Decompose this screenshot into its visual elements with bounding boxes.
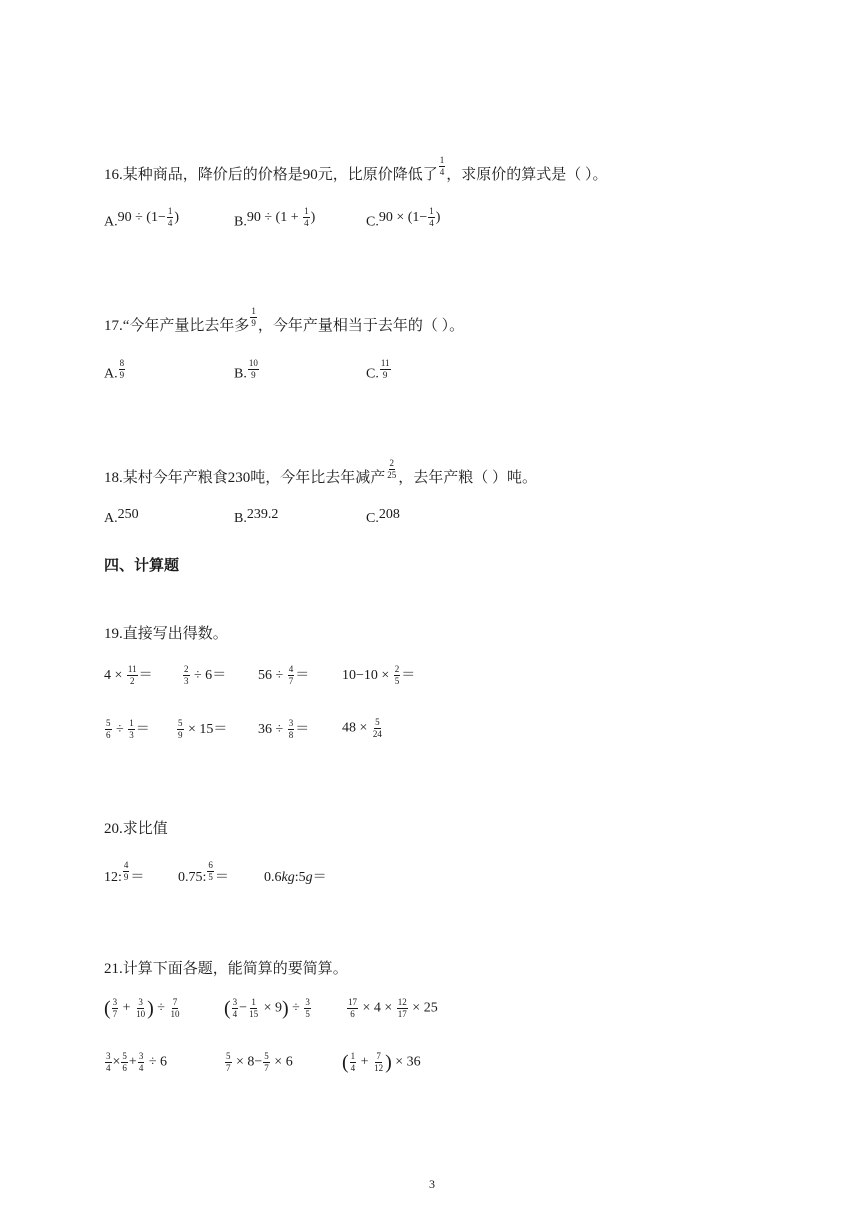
- fraction: $\frac{2}{25}$: [387, 458, 397, 481]
- expression: $\frac{17}{6}$ × 4 × $\frac{12}{17}$ × 25: [348, 997, 438, 1019]
- q17-option-c: C. $\frac{11}{9}$: [366, 358, 390, 382]
- ratio-expression: 0.6kg:5g＝: [264, 870, 327, 885]
- q16-option-c: C.90 × (1− $\frac{1}{4}$ ): [366, 206, 441, 230]
- expression: 10−10 × $\frac{2}{5}$ ＝: [342, 664, 416, 687]
- q17-option-a: A. $\frac{8}{9}$: [104, 358, 125, 382]
- expression: $\frac{5}{9}$ × 15＝: [178, 718, 228, 741]
- expression: ( $\frac{1}{4}$ + $\frac{7}{12}$ ) × 36: [342, 1051, 421, 1074]
- question-19: 19.直接写出得数。: [104, 626, 228, 642]
- q18-option-c: C.208: [366, 507, 400, 526]
- expression: $\frac{2}{3}$ ÷ 6＝: [184, 664, 227, 687]
- expression: $\frac{5}{6}$ ÷ $\frac{1}{3}$ ＝: [106, 718, 150, 741]
- q16-option-a: A.90 ÷ (1− $\frac{1}{4}$ ): [104, 206, 180, 230]
- q16-option-b: B.90 ÷ (1 + $\frac{1}{4}$ ): [234, 206, 316, 230]
- question-16: 16.某种商品，降价后的价格是90元，比原价降低了 $\frac{1}{4}$ ，求原价的算式是（ ）。: [104, 155, 608, 183]
- q17-option-b: B. $\frac{10}{9}$: [234, 358, 258, 382]
- expression: ( $\frac{3}{4}$ − $\frac{1}{15}$ × 9) ÷ $\frac{3}{5}$: [224, 997, 310, 1020]
- ratio-expression: 12: $\frac{4}{9}$ ＝: [104, 860, 145, 885]
- fraction: $\frac{1}{9}$: [251, 306, 256, 329]
- ratio-expression: 0.75: $\frac{6}{5}$ ＝: [178, 860, 229, 885]
- expression: 36 ÷ $\frac{3}{8}$ ＝: [258, 718, 310, 741]
- expression: $\frac{3}{4}$ × $\frac{5}{6}$ + $\frac{3}{4}$ ÷ 6: [106, 1051, 167, 1073]
- expression: $\frac{5}{7}$ × 8− $\frac{5}{7}$ × 6: [226, 1051, 293, 1073]
- price-value: 90: [302, 167, 318, 183]
- expression: ( $\frac{3}{7}$ + $\frac{3}{10}$ ) ÷ $\frac{7}{10}$: [104, 997, 180, 1020]
- expression: 56 ÷ $\frac{4}{7}$ ＝: [258, 664, 310, 687]
- expression: 48 × $\frac{5}{24}$: [342, 717, 382, 739]
- fraction: $\frac{1}{4}$: [439, 155, 445, 178]
- question-21: 21.计算下面各题，能简算的要简算。: [104, 961, 348, 977]
- q18-option-b: B.239.2: [234, 507, 279, 526]
- question-20: 20.求比值: [104, 821, 168, 837]
- page-number: 3: [429, 1177, 435, 1191]
- expression: 4 × $\frac{11}{2}$ ＝: [104, 664, 153, 687]
- question-17: 17.“今年产量比去年多 $\frac{1}{9}$ ，今年产量相当于去年的（ ）。: [104, 306, 465, 334]
- section-title: 四、计算题: [104, 558, 180, 574]
- q18-option-a: A.250: [104, 507, 139, 526]
- question-18: 18.某村今年产粮食230吨，今年比去年减产 $\frac{2}{25}$ ，去年产粮（ ）吨。: [104, 458, 538, 486]
